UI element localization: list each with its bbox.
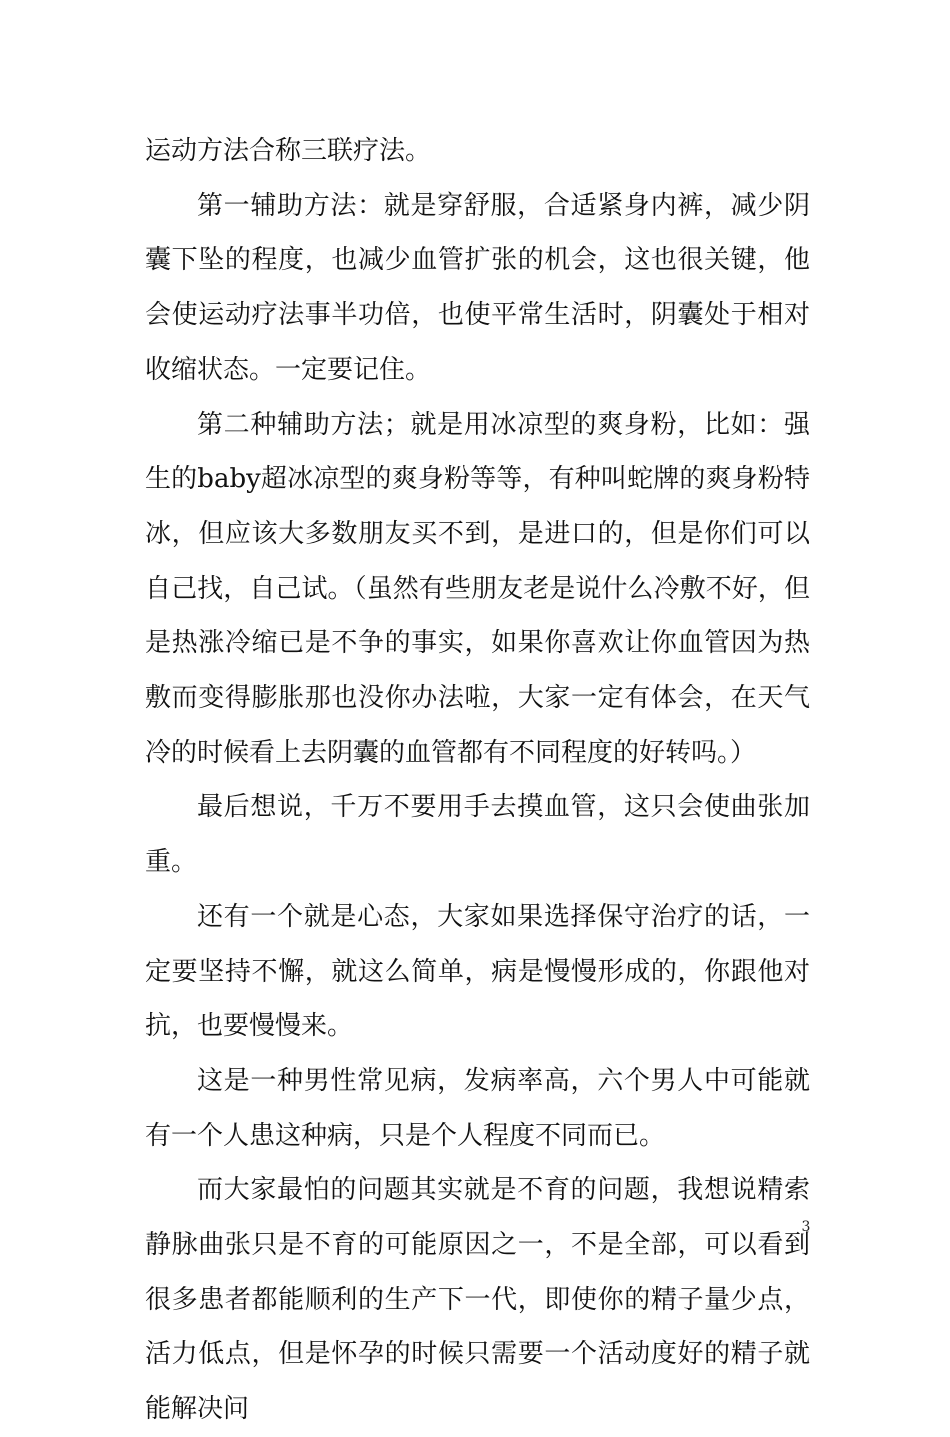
body-text <box>145 124 810 1437</box>
paragraph-1: 运动方法合称三联疗法。 <box>145 136 432 166</box>
paragraph-3: 第二种辅助方法；就是用冰凉型的爽身粉，比如：强生的baby超冰凉型的爽身粉等等，有种叫蛇牌的爽身粉特冰，但应该大多数朋友买不到，是进口的，但是你们可以自己找，自己试。（虽然有些朋友老是说什么冷敷不好，但是热涨冷缩已是不争的事实，如果你喜欢让你血管因为热敷而变得膨胀那也没你办法啦，大家一定有体会，在天气冷的时候看上去阴囊的血管都有不同程度的好转吗。） <box>145 409 810 768</box>
paragraph-4: 最后想说，千万不要用手去摸血管，这只会使曲张加重。 <box>145 792 810 878</box>
paragraph-2: 第一辅助方法：就是穿舒服，合适紧身内裤，减少阴囊下坠的程度，也减少血管扩张的机会，这也很关键，他会使运动疗法事半功倍，也使平常生活时，阴囊处于相对收缩状态。一定要记住。 <box>145 190 810 385</box>
paragraph-6: 这是一种男性常见病，发病率高，六个男人中可能就有一个人患这种病，只是个人程度不同而已。 <box>145 1065 810 1151</box>
paragraph-5: 还有一个就是心态，大家如果选择保守治疗的话，一定要坚持不懈，就这么简单，病是慢慢形成的，你跟他对抗，也要慢慢来。 <box>145 901 810 1042</box>
paragraph-7: 而大家最怕的问题其实就是不育的问题，我想说精索静脉曲张只是不育的可能原因之一，不是全部，可以看到很多患者都能顺利的生产下一代，即使你的精子量少点，活力低点，但是怀孕的时候只需要一个活动度好的精子就能解决问 <box>145 1175 810 1425</box>
page-number: 3 <box>801 1219 811 1235</box>
